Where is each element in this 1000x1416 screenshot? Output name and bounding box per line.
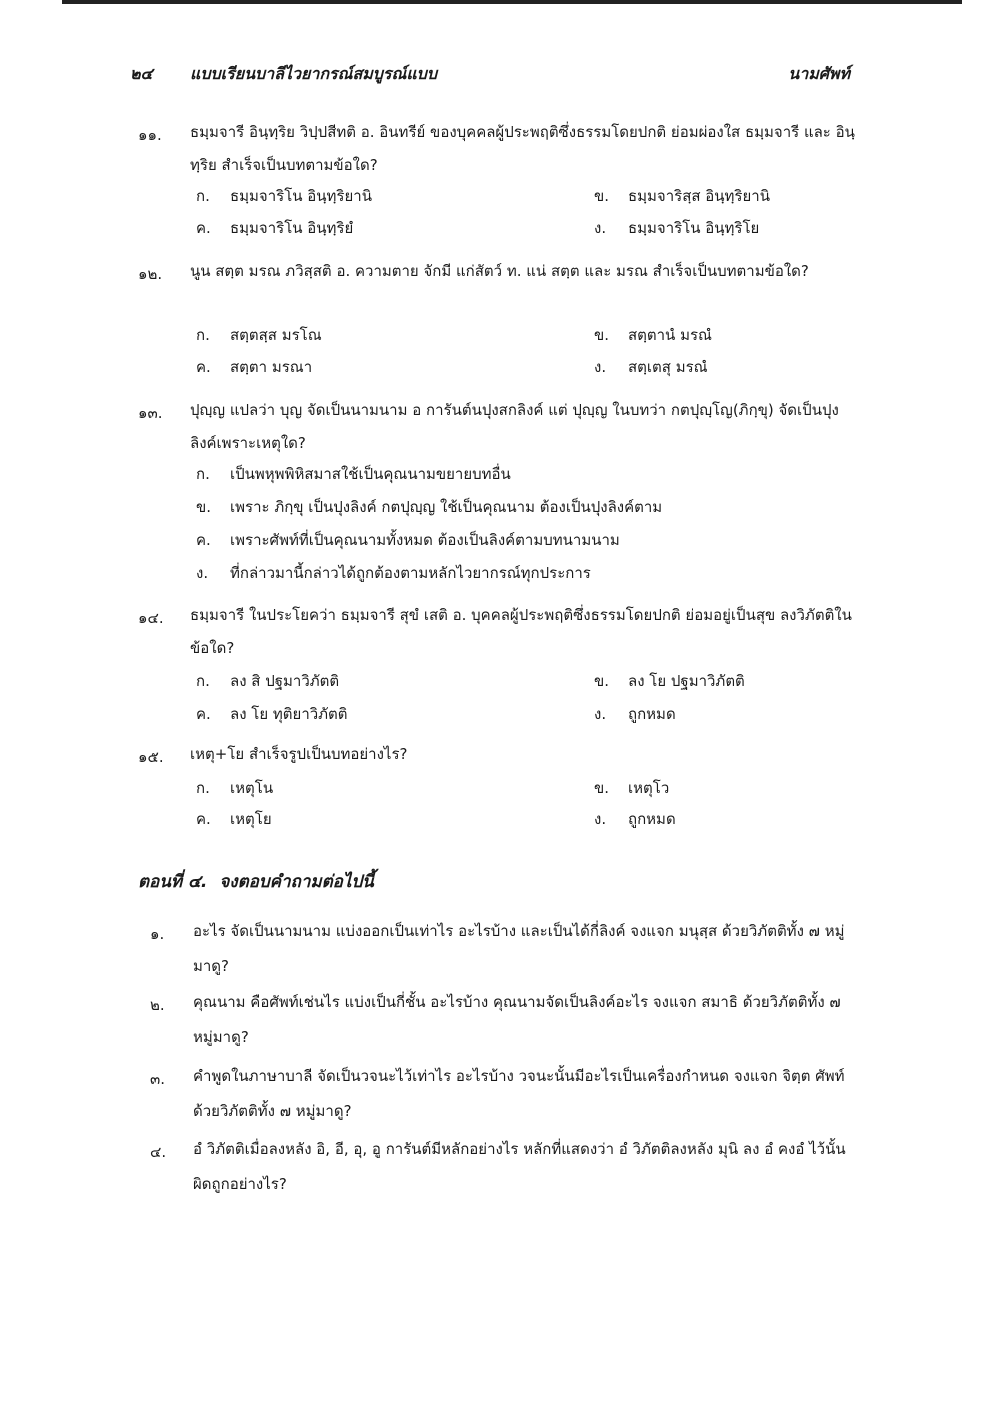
- essay-question-text: อํ วิภัตติเมื่อลงหลัง อิ, อี, อุ, อู การันต์มีหลักอย่างไร หลักที่แสดงว่า อํ วิภัตติลงหลัง มุนิ ลง อํ คงอํ ไว้นั้นผิดถูกอย่างไร?: [193, 1140, 846, 1193]
- option: [594, 184, 770, 208]
- option-label: ข.: [196, 498, 212, 516]
- essay-question-text: คุณนาม คือศัพท์เช่นไร แบ่งเป็นกี่ชั้น อะไรบ้าง คุณนามจัดเป็นลิงค์อะไร จงแจก สมาธิ ด้วยวิภัตติทั้ง ๗ หมู่มาดู?: [193, 993, 841, 1046]
- option-label: ง.: [594, 705, 607, 723]
- question-text: เหตุ+โย สำเร็จรูปเป็นบทอย่างไร?: [190, 745, 408, 763]
- option-text: ธมฺมจาริโน อินฺทฺริโย: [628, 219, 760, 237]
- option: [196, 462, 511, 486]
- option-text: เป็นพหุพพิหิสมาสใช้เป็นคุณนามขยายบทอื่น: [230, 465, 511, 483]
- essay-question-text: อะไร จัดเป็นนามนาม แบ่งออกเป็นเท่าไร อะไรบ้าง และเป็นได้กี่ลิงค์ จงแจก มนุสฺส ด้วยวิภัตติทั้ง ๗ หมู่มาดู?: [193, 922, 845, 975]
- option: [196, 561, 591, 585]
- option: [594, 323, 712, 347]
- option-text: ธมฺมจาริโน อินฺทฺริยํ: [230, 219, 354, 237]
- option: [594, 216, 759, 240]
- option-label: ค.: [196, 358, 211, 376]
- option: [196, 528, 620, 552]
- essay-question-text: คำพูดในภาษาบาลี จัดเป็นวจนะไว้เท่าไร อะไรบ้าง วจนะนั้นมีอะไรเป็นเครื่องกำหนด จงแจก จิตฺต ศัพท์ด้วยวิภัตติทั้ง ๗ หมู่มาดู?: [193, 1067, 845, 1120]
- option-text: สตฺตสฺส มรโณ: [230, 326, 322, 344]
- option-text: เหตุโว: [628, 779, 670, 797]
- question-number: ๑๒.: [138, 265, 163, 283]
- option: [594, 776, 669, 800]
- option-text: เพราะศัพท์ที่เป็นคุณนามทั้งหมด ต้องเป็นลิงค์ตามบทนามนาม: [230, 531, 620, 549]
- option: [196, 216, 353, 240]
- option-label: ค.: [196, 531, 211, 549]
- page-top-rule: [62, 0, 962, 4]
- option: [196, 702, 348, 726]
- question-text: นูน สตฺต มรณ ภวิสฺสติ อ. ความตาย จักมี แก่สัตว์ ท. แน่ สตฺต และ มรณ สำเร็จเป็นบทตามข้อใด?: [190, 262, 809, 280]
- option-text: ธมฺมจาริโน อินฺทฺริยานิ: [230, 187, 372, 205]
- question-number: ๑๕.: [138, 748, 164, 766]
- option: [196, 495, 662, 519]
- option-label: ก.: [196, 326, 210, 344]
- option-text: ธมฺมจาริสฺส อินฺทฺริยานิ: [628, 187, 770, 205]
- question-number: ๑๓.: [138, 404, 163, 422]
- option: [196, 184, 372, 208]
- option-text: ลง โย ทุติยาวิภัตติ: [230, 705, 348, 723]
- option-label: ก.: [196, 779, 210, 797]
- option-label: ค.: [196, 219, 211, 237]
- question-number: ๑๑.: [138, 126, 162, 144]
- section-heading: [138, 868, 386, 895]
- question-number: ๑๔.: [138, 609, 164, 627]
- option: [196, 669, 339, 693]
- option: [196, 355, 312, 379]
- option-label: ง.: [594, 810, 607, 828]
- option-text: สตฺตานํ มรณํ: [628, 326, 712, 344]
- question-text: ปุญฺญ แปลว่า บุญ จัดเป็นนามนาม อ การันต์นปุงสกลิงค์ แต่ ปุญฺญ ในบทว่า กตปุญฺโญ(ภิกฺขุ) จัดเป็นปุงลิงค์เพราะเหตุใด?: [190, 401, 839, 452]
- option-text: สตฺตา มรณา: [230, 358, 313, 376]
- question-text: ธมฺมจารี ในประโยคว่า ธมฺมจารี สุขํ เสติ อ. บุคคลผู้ประพฤติซึ่งธรรมโดยปกติ ย่อมอยู่เป็นสุข ลงวิภัตติในข้อใด?: [190, 606, 852, 657]
- option-text: ถูกหมด: [628, 705, 676, 723]
- option-text: ถูกหมด: [628, 810, 676, 828]
- option: [196, 776, 273, 800]
- chapter-title: นามศัพท์: [788, 64, 850, 83]
- option-text: เพราะ ภิกฺขุ เป็นปุงลิงค์ กตปุญฺญ ใช้เป็นคุณนาม ต้องเป็นปุงลิงค์ตาม: [230, 498, 663, 516]
- option: [594, 807, 676, 831]
- option-label: ข.: [594, 187, 610, 205]
- essay-question-number: ๔.: [150, 1143, 167, 1161]
- option: [196, 323, 322, 347]
- section-heading-label: ตอนที่ ๔.: [138, 872, 208, 892]
- option-text: ลง สิ ปฐมาวิภัตติ: [230, 672, 340, 690]
- page-number: ๒๔: [130, 64, 153, 83]
- option-label: ก.: [196, 465, 210, 483]
- section-heading-text: จงตอบคำถามต่อไปนี้: [219, 872, 374, 892]
- option: [594, 355, 708, 379]
- essay-question-number: ๓.: [150, 1070, 166, 1088]
- option-label: ค.: [196, 705, 211, 723]
- option-label: ข.: [594, 672, 610, 690]
- option: [594, 669, 745, 693]
- option: [594, 702, 676, 726]
- option-text: เหตุโย: [230, 810, 272, 828]
- option-label: ข.: [594, 326, 610, 344]
- book-title: แบบเรียนบาลีไวยากรณ์สมบูรณ์แบบ: [190, 64, 437, 83]
- option-label: ก.: [196, 187, 210, 205]
- option-text: ลง โย ปฐมาวิภัตติ: [628, 672, 745, 690]
- question-text: ธมฺมจารี อินฺทฺริย วิปฺปสีทติ อ. อินทรีย์ ของบุคคลผู้ประพฤติซึ่งธรรมโดยปกติ ย่อมผ่องใส ธมฺมจารี และ อินฺทฺริย สำเร็จเป็นบทตามข้อใด?: [190, 123, 855, 174]
- option-text: ที่กล่าวมานี้กล่าวได้ถูกต้องตามหลักไวยากรณ์ทุกประการ: [230, 564, 591, 582]
- option-label: ก.: [196, 672, 210, 690]
- option-label: ง.: [196, 564, 209, 582]
- option-text: สตฺเตสุ มรณํ: [628, 358, 708, 376]
- option-label: ข.: [594, 779, 610, 797]
- essay-question-number: ๑.: [150, 925, 165, 943]
- option-label: ง.: [594, 358, 607, 376]
- essay-question-number: ๒.: [150, 996, 165, 1014]
- option-label: ง.: [594, 219, 607, 237]
- option-label: ค.: [196, 810, 211, 828]
- option: [196, 807, 272, 831]
- option-text: เหตุโน: [230, 779, 274, 797]
